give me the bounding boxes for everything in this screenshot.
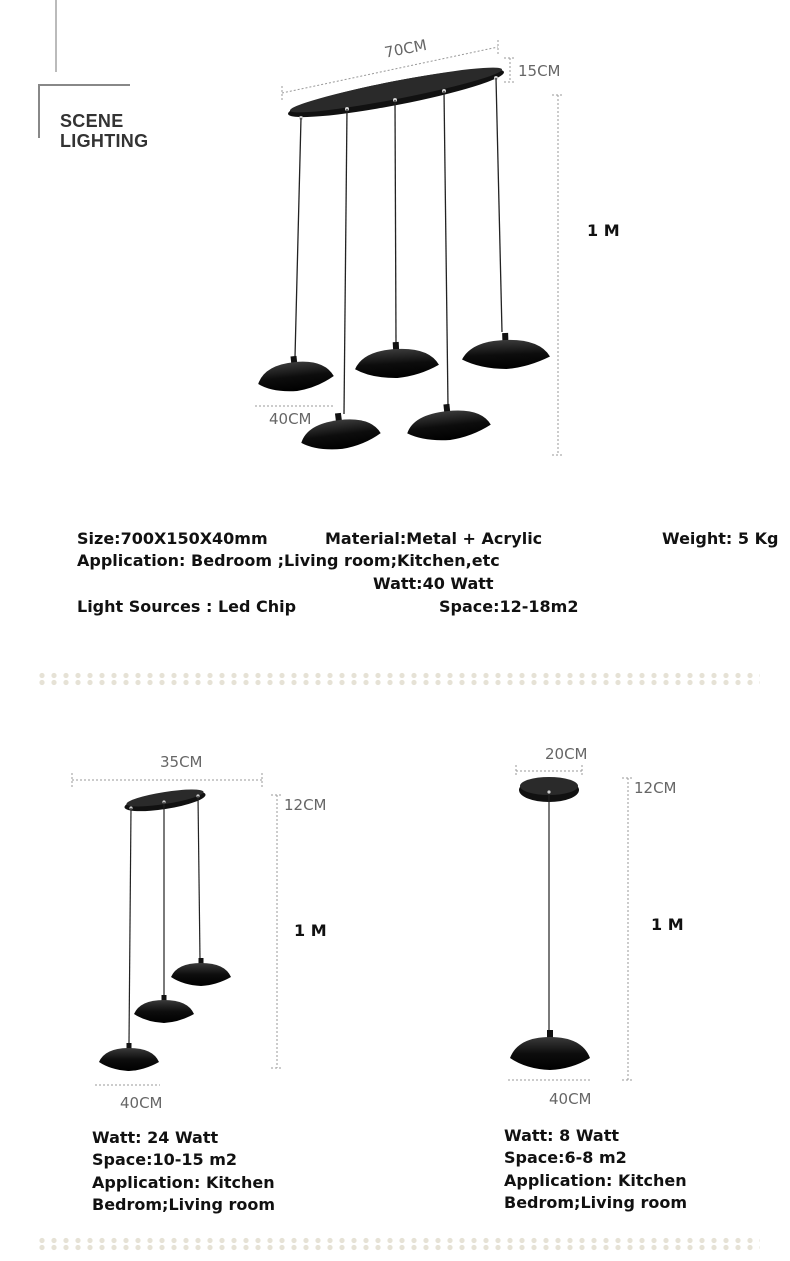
brand-line-1: SCENE [60, 111, 124, 131]
large-spec-watt: Watt:40 Watt [373, 574, 494, 593]
medium-spec-watt: Watt: 24 Watt [92, 1128, 219, 1147]
medium-spec-space: Space:10-15 m2 [92, 1150, 238, 1169]
medium-width-label: 35CM [160, 753, 203, 771]
small-spec-space: Space:6-8 m2 [504, 1148, 627, 1167]
medium-spec-application: Application: Kitchen [92, 1173, 275, 1192]
small-spec-watt: Watt: 8 Watt [504, 1126, 620, 1145]
large-width-label: 70CM [383, 35, 429, 62]
brand-line-2: LIGHTING [60, 131, 149, 151]
large-depth-label: 15CM [518, 62, 561, 80]
large-spec-size: Size:700X150X40mm [77, 529, 268, 548]
large-shade-label: 40CM [269, 410, 312, 428]
section-divider [36, 672, 760, 686]
medium-depth-label: 12CM [284, 796, 327, 814]
large-spec-light-source: Light Sources : Led Chip [77, 597, 297, 616]
large-height-label: 1 M [587, 221, 620, 240]
medium-spec-rooms: Bedrom;Living room [92, 1195, 276, 1214]
large-spec-application: Application: Bedroom ;Living room;Kitchen,etc [77, 551, 500, 570]
small-shade-label: 40CM [549, 1090, 592, 1108]
small-spec-application: Application: Kitchen [504, 1171, 687, 1190]
large-spec-weight: Weight: 5 Kg [662, 529, 779, 548]
large-spec-material: Material:Metal + Acrylic [325, 529, 543, 548]
medium-height-label: 1 M [294, 921, 327, 940]
medium-shade-label: 40CM [120, 1094, 163, 1112]
medium-pendant-lamp [72, 773, 283, 1085]
large-spec-space: Space:12-18m2 [439, 597, 579, 616]
footer-divider [36, 1237, 760, 1251]
small-depth-label: 12CM [634, 779, 677, 797]
large-pendant-lamp [255, 40, 564, 455]
small-height-label: 1 M [651, 915, 684, 934]
small-pendant-lamp [508, 765, 634, 1080]
small-spec-rooms: Bedrom;Living room [504, 1193, 688, 1212]
small-width-label: 20CM [545, 745, 588, 763]
